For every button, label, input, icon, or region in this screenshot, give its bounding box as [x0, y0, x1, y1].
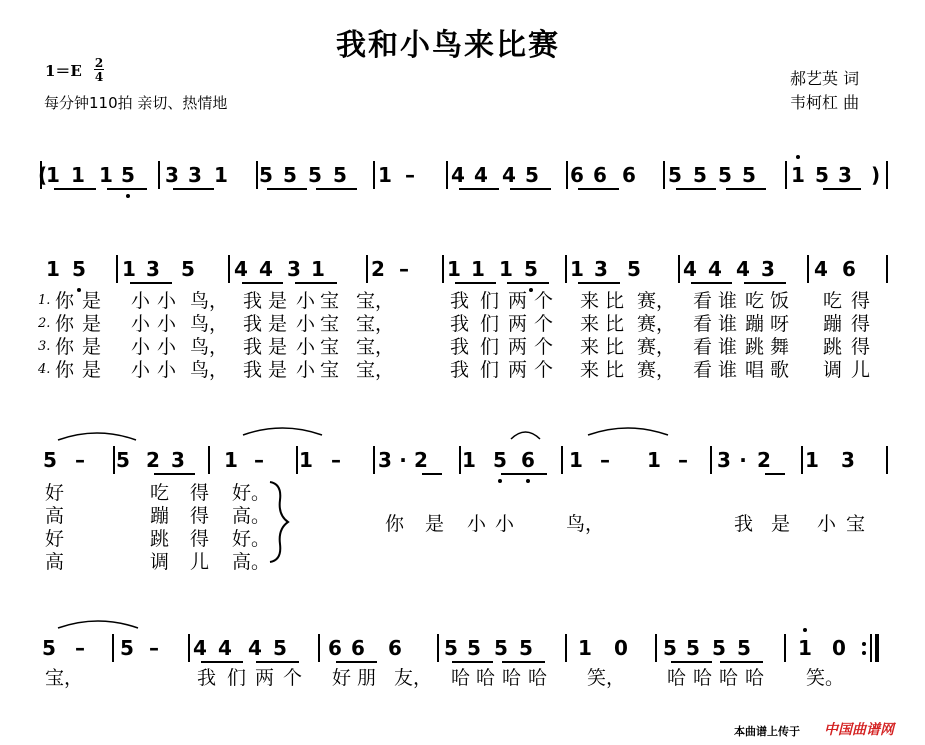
- note: 4: [451, 163, 465, 187]
- note: 6: [521, 448, 535, 472]
- repeat-paren: ): [871, 163, 881, 187]
- lyric-syllable: 你: [55, 359, 75, 381]
- lyric-syllable: 赛，: [637, 290, 676, 312]
- lyric-syllable: 笑，: [587, 667, 626, 689]
- lyric-syllable: 我: [243, 336, 263, 358]
- note: 5: [815, 163, 829, 187]
- note: 5: [627, 257, 641, 281]
- note: 2: [414, 448, 428, 472]
- lyric-syllable: 个: [534, 290, 554, 312]
- lyric-syllable: 得: [190, 528, 210, 550]
- note: –: [331, 448, 341, 472]
- lyric-syllable: 小: [296, 359, 316, 381]
- lyric-syllable: 得: [190, 482, 210, 504]
- lyric-syllable: 赛，: [637, 336, 676, 358]
- upload-notice: 本曲谱上传于: [734, 725, 800, 738]
- lyric-syllable: 调: [823, 359, 843, 381]
- note: 5: [333, 163, 347, 187]
- lyric-syllable: 小: [157, 336, 177, 358]
- lyric-syllable: 调: [150, 551, 170, 573]
- lyric-syllable: 是: [82, 313, 102, 335]
- lyric-syllable: 谁: [718, 336, 738, 358]
- lyric-syllable: 看: [693, 336, 713, 358]
- lyric-syllable: 们: [480, 313, 500, 335]
- lyric-syllable: 小: [131, 336, 151, 358]
- lyric-syllable: 得: [851, 313, 871, 335]
- note: –: [75, 636, 85, 660]
- key-signature: 1＝E: [45, 62, 82, 80]
- lyric-syllable: 两: [508, 336, 528, 358]
- note: 4: [502, 163, 516, 187]
- note: 1: [46, 257, 60, 281]
- lyric-syllable: 儿: [190, 551, 210, 573]
- lyric-syllable: 是: [771, 513, 791, 535]
- lyric-syllable: 哈: [745, 667, 765, 689]
- lyric-syllable: 是: [82, 290, 102, 312]
- note: 3: [146, 257, 160, 281]
- verse-number: 3.: [38, 339, 51, 354]
- note: 5: [444, 636, 458, 660]
- lyric-syllable: 两: [508, 290, 528, 312]
- note: 5: [283, 163, 297, 187]
- lyric-syllable: 歌: [770, 359, 790, 381]
- note: 5: [525, 163, 539, 187]
- note: 3: [841, 448, 855, 472]
- note: 5: [668, 163, 682, 187]
- lyric-syllable: 谁: [718, 359, 738, 381]
- lyric-syllable: 高。: [232, 505, 271, 527]
- lyric-syllable: 宝，: [356, 359, 395, 381]
- note: 6: [388, 636, 402, 660]
- verse-number: 2.: [38, 316, 51, 331]
- lyric-syllable: 蹦: [150, 505, 170, 527]
- lyric-syllable: 我: [450, 359, 470, 381]
- lyric-syllable: 我: [734, 513, 754, 535]
- note: 3: [165, 163, 179, 187]
- note: 6: [570, 163, 584, 187]
- lyric-syllable: 看: [693, 313, 713, 335]
- lyric-syllable: 你: [55, 290, 75, 312]
- lyric-syllable: 宝: [320, 336, 340, 358]
- note: 5: [693, 163, 707, 187]
- lyric-syllable: 小: [157, 359, 177, 381]
- lyric-syllable: 儿: [851, 359, 871, 381]
- lyric-syllable: 赛，: [637, 313, 676, 335]
- note: 5: [259, 163, 273, 187]
- note: 4: [234, 257, 248, 281]
- lyric-syllable: 来: [580, 290, 600, 312]
- lyric-syllable: 小: [817, 513, 837, 535]
- note: 4: [259, 257, 273, 281]
- note: 5: [524, 257, 538, 281]
- note: 5: [121, 163, 135, 187]
- note: 3: [188, 163, 202, 187]
- lyric-syllable: 宝: [320, 313, 340, 335]
- lyric-syllable: 好。: [232, 528, 271, 550]
- lyric-syllable: 小: [131, 290, 151, 312]
- note: 3: [761, 257, 775, 281]
- lyric-syllable: 我: [197, 667, 217, 689]
- note: 5: [493, 448, 507, 472]
- lyric-syllable: 鸟，: [190, 290, 229, 312]
- note: –: [149, 636, 159, 660]
- lyric-syllable: 小: [296, 336, 316, 358]
- time-signature-numerator: 2: [94, 56, 104, 70]
- lyric-syllable: 是: [425, 513, 445, 535]
- lyric-syllable: 鸟，: [190, 313, 229, 335]
- lyric-syllable: 比: [605, 313, 625, 335]
- lyric-syllable: 好。: [232, 482, 271, 504]
- lyric-syllable: 你: [55, 313, 75, 335]
- lyric-syllable: 小: [467, 513, 487, 535]
- lyric-syllable: 哈: [667, 667, 687, 689]
- note: 3: [594, 257, 608, 281]
- note: 5: [72, 257, 86, 281]
- note: 6: [622, 163, 636, 187]
- note: 4: [474, 163, 488, 187]
- lyric-syllable: 鸟，: [190, 336, 229, 358]
- lyric-syllable: 宝，: [45, 667, 84, 689]
- note: 4: [814, 257, 828, 281]
- lyric-syllable: 是: [82, 336, 102, 358]
- lyric-syllable: 宝: [320, 359, 340, 381]
- note: 6: [351, 636, 365, 660]
- lyric-syllable: 小: [157, 290, 177, 312]
- note: –: [399, 257, 409, 281]
- lyric-syllable: 小: [495, 513, 515, 535]
- lyric-syllable: 来: [580, 313, 600, 335]
- composer-credit: 韦柯杠 曲: [790, 93, 860, 112]
- note: 5: [494, 636, 508, 660]
- lyric-syllable: 看: [693, 290, 713, 312]
- lyric-syllable: 跳: [823, 336, 843, 358]
- note: 1: [299, 448, 313, 472]
- lyric-syllable: 个: [534, 313, 554, 335]
- lyric-syllable: 谁: [718, 290, 738, 312]
- note: 4: [708, 257, 722, 281]
- note: 1: [805, 448, 819, 472]
- note: 1: [224, 448, 238, 472]
- note: 3: [717, 448, 731, 472]
- site-logo: 中国曲谱网: [824, 722, 894, 738]
- lyric-syllable: 是: [268, 313, 288, 335]
- lyric-syllable: 哈: [476, 667, 496, 689]
- note: 1: [46, 163, 60, 187]
- note: 1: [378, 163, 392, 187]
- lyric-syllable: 好: [45, 482, 65, 504]
- lyric-syllable: 哈: [528, 667, 548, 689]
- note: 5: [116, 448, 130, 472]
- note: 2: [371, 257, 385, 281]
- lyric-syllable: 我: [243, 359, 263, 381]
- lyric-syllable: 宝: [846, 513, 866, 535]
- lyric-syllable: 两: [508, 313, 528, 335]
- note: 4: [248, 636, 262, 660]
- lyric-syllable: 两: [255, 667, 275, 689]
- lyric-syllable: 小: [157, 313, 177, 335]
- lyric-syllable: 是: [268, 290, 288, 312]
- lyric-syllable: 比: [605, 290, 625, 312]
- song-title: 我和小鸟来比赛: [336, 28, 560, 63]
- verse-number: 1.: [38, 293, 51, 308]
- note: 4: [683, 257, 697, 281]
- note: 5: [467, 636, 481, 660]
- lyric-syllable: 来: [580, 359, 600, 381]
- note: 3: [287, 257, 301, 281]
- lyric-syllable: 们: [480, 290, 500, 312]
- note: 5: [273, 636, 287, 660]
- note: 4: [218, 636, 232, 660]
- lyric-syllable: 舞: [770, 336, 790, 358]
- lyric-syllable: 是: [268, 336, 288, 358]
- note: 0: [832, 636, 846, 660]
- note: 1: [71, 163, 85, 187]
- lyric-syllable: 吃: [150, 482, 170, 504]
- lyric-syllable: 我: [243, 290, 263, 312]
- lyric-syllable: 吃: [823, 290, 843, 312]
- note: 6: [842, 257, 856, 281]
- time-signature-denominator: 4: [94, 70, 104, 84]
- lyric-syllable: 我: [450, 313, 470, 335]
- note: 1: [499, 257, 513, 281]
- note: –: [405, 163, 415, 187]
- lyric-syllable: 两: [508, 359, 528, 381]
- note: 1: [791, 163, 805, 187]
- lyric-syllable: 比: [605, 359, 625, 381]
- note: 6: [328, 636, 342, 660]
- lyric-syllable: 你: [385, 513, 405, 535]
- note: 1: [578, 636, 592, 660]
- tempo-marking: 每分钟110拍 亲切、热情地: [44, 94, 228, 112]
- lyric-syllable: 唱: [745, 359, 765, 381]
- lyric-syllable: 来: [580, 336, 600, 358]
- lyric-syllable: 高: [45, 505, 65, 527]
- note: 3: [171, 448, 185, 472]
- lyric-syllable: 个: [534, 336, 554, 358]
- note: 5: [519, 636, 533, 660]
- note: 5: [737, 636, 751, 660]
- lyricist-credit: 郝艺英 词: [790, 69, 860, 88]
- lyric-syllable: 个: [534, 359, 554, 381]
- lyric-syllable: 蹦: [823, 313, 843, 335]
- note: 1: [99, 163, 113, 187]
- lyric-syllable: 小: [296, 313, 316, 335]
- lyric-syllable: 们: [227, 667, 247, 689]
- lyric-syllable: 哈: [502, 667, 522, 689]
- lyric-syllable: 得: [851, 336, 871, 358]
- lyric-syllable: 朋: [357, 667, 377, 689]
- lyric-syllable: 个: [283, 667, 303, 689]
- lyric-syllable: 我: [450, 336, 470, 358]
- lyric-syllable: 哈: [451, 667, 471, 689]
- note: 5: [42, 636, 56, 660]
- lyric-syllable: 高。: [232, 551, 271, 573]
- lyric-syllable: 小: [131, 313, 151, 335]
- note: 5: [181, 257, 195, 281]
- lyric-line-refrain: [0, 513, 925, 535]
- lyric-syllable: 我: [243, 313, 263, 335]
- note: 3: [378, 448, 392, 472]
- lyric-syllable: 好: [332, 667, 352, 689]
- lyric-syllable: 得: [851, 290, 871, 312]
- note: 1: [462, 448, 476, 472]
- lyric-syllable: 笑。: [806, 667, 845, 689]
- note: 1: [647, 448, 661, 472]
- lyric-syllable: 哈: [693, 667, 713, 689]
- lyric-syllable: 跳: [150, 528, 170, 550]
- lyric-syllable: 宝，: [356, 336, 395, 358]
- note: –: [600, 448, 610, 472]
- lyric-syllable: 鸟，: [190, 359, 229, 381]
- lyric-syllable: 小: [296, 290, 316, 312]
- note: –: [254, 448, 264, 472]
- lyric-syllable: 饭: [770, 290, 790, 312]
- lyric-syllable: 高: [45, 551, 65, 573]
- note: 1: [798, 636, 812, 660]
- note: 5: [663, 636, 677, 660]
- note: 3: [838, 163, 852, 187]
- note: 0: [614, 636, 628, 660]
- note: –: [678, 448, 688, 472]
- lyric-syllable: 是: [268, 359, 288, 381]
- note: ·: [739, 448, 747, 472]
- lyric-syllable: 我: [450, 290, 470, 312]
- note: 5: [718, 163, 732, 187]
- note: ·: [399, 448, 407, 472]
- verse-number: 4.: [38, 362, 51, 377]
- lyric-syllable: 友，: [394, 667, 433, 689]
- lyric-syllable: 宝，: [356, 290, 395, 312]
- lyric-syllable: 鸟，: [566, 513, 605, 535]
- lyric-syllable: 小: [131, 359, 151, 381]
- lyric-syllable: 看: [693, 359, 713, 381]
- lyric-syllable: 宝: [320, 290, 340, 312]
- note: 6: [593, 163, 607, 187]
- lyric-syllable: 哈: [719, 667, 739, 689]
- note: 2: [757, 448, 771, 472]
- note: 5: [686, 636, 700, 660]
- lyric-syllable: 们: [480, 336, 500, 358]
- lyric-syllable: 谁: [718, 313, 738, 335]
- lyric-syllable: 得: [190, 505, 210, 527]
- note: 1: [569, 448, 583, 472]
- lyric-syllable: 是: [82, 359, 102, 381]
- lyric-line: [0, 667, 925, 689]
- lyric-syllable: 蹦: [745, 313, 765, 335]
- note: 4: [193, 636, 207, 660]
- note: 5: [308, 163, 322, 187]
- lyric-syllable: 好: [45, 528, 65, 550]
- lyric-syllable: 赛，: [637, 359, 676, 381]
- lyric-syllable: 呀: [770, 313, 790, 335]
- lyric-syllable: 吃: [745, 290, 765, 312]
- lyric-syllable: 跳: [745, 336, 765, 358]
- lyric-syllable: 们: [480, 359, 500, 381]
- note: 1: [447, 257, 461, 281]
- repeat-paren: (: [38, 163, 48, 187]
- note: –: [75, 448, 85, 472]
- note: 1: [214, 163, 228, 187]
- note: 4: [736, 257, 750, 281]
- note: 5: [43, 448, 57, 472]
- note: 1: [122, 257, 136, 281]
- note: 1: [570, 257, 584, 281]
- lyric-syllable: 宝，: [356, 313, 395, 335]
- note: 1: [471, 257, 485, 281]
- note: 5: [712, 636, 726, 660]
- note: 1: [311, 257, 325, 281]
- note: 5: [120, 636, 134, 660]
- note: 2: [146, 448, 160, 472]
- lyric-syllable: 你: [55, 336, 75, 358]
- lyric-syllable: 比: [605, 336, 625, 358]
- note: 5: [742, 163, 756, 187]
